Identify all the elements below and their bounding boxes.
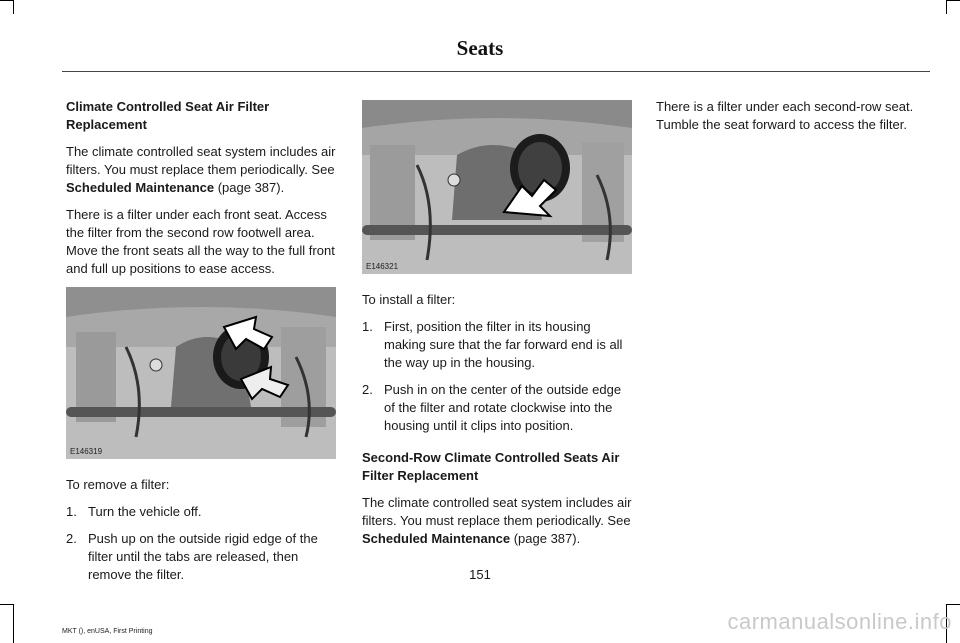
header-divider (62, 71, 930, 72)
crop-mark (13, 0, 14, 14)
paragraph: There is a filter under each front seat. Access the filter from the second row footwell area. Move the front seats all the way to the full front and full up positions to ease access. (66, 207, 335, 276)
section-heading: Climate Controlled Seat Air Filter Replacement (66, 99, 270, 132)
paragraph-text: (page 387). (214, 180, 285, 195)
page-number: 151 (469, 567, 491, 582)
list-number: 1. (362, 319, 373, 334)
crop-mark (13, 604, 14, 643)
column-left (66, 98, 336, 593)
paragraph (66, 143, 336, 197)
list-number: 2. (362, 382, 373, 397)
figure-filter-install (362, 100, 632, 274)
list-text: Push in on the center of the outside edge of the filter and rotate clockwise into the housing until it clips into position. (384, 382, 622, 433)
engine-underseat-illustration (66, 287, 336, 459)
figure-id: E146319 (70, 447, 103, 456)
filter-housing-illustration (362, 100, 632, 274)
watermark: carmanualsonline.info (727, 609, 952, 634)
figure-id: E146321 (366, 262, 399, 271)
list-item (66, 503, 336, 521)
column-right (656, 98, 926, 143)
list-item (362, 318, 632, 372)
paragraph-text: The climate controlled seat system includes air filters. You must replace them periodically. See (362, 495, 632, 528)
list-item (362, 381, 632, 435)
page-title: Seats (456, 36, 504, 60)
list-text: First, position the filter in its housing making sure that the far forward end is all the way up in the housing. (384, 319, 623, 370)
crop-mark (946, 604, 960, 605)
figure-filter-removal (66, 287, 336, 459)
numbered-list (362, 318, 632, 435)
paragraph: To remove a filter: (66, 477, 170, 492)
paragraph: To install a filter: (362, 292, 456, 307)
cross-reference-link[interactable]: Scheduled Maintenance (362, 531, 511, 546)
paragraph-text: (page 387). (510, 531, 581, 546)
paragraph-text: The climate controlled seat system includes air filters. You must replace them periodically. See (66, 144, 336, 177)
crop-mark (946, 0, 947, 14)
footer-text: MKT (), enUSA, First Printing (62, 628, 153, 635)
crop-mark (946, 0, 960, 1)
paragraph (362, 494, 632, 548)
section-heading: Second-Row Climate Controlled Seats Air Filter Replacement (362, 450, 620, 483)
crop-mark (0, 0, 14, 1)
cross-reference-link[interactable]: Scheduled Maintenance (66, 180, 215, 195)
list-number: 1. (66, 504, 77, 519)
list-number: 2. (66, 531, 77, 546)
column-middle (362, 100, 632, 557)
crop-mark (0, 604, 14, 605)
list-text: Push up on the outside rigid edge of the filter until the tabs are released, then remove the filter. (88, 531, 318, 582)
paragraph: There is a filter under each second-row seat. Tumble the seat forward to access the filter. (656, 99, 914, 132)
list-text: Turn the vehicle off. (88, 504, 202, 519)
